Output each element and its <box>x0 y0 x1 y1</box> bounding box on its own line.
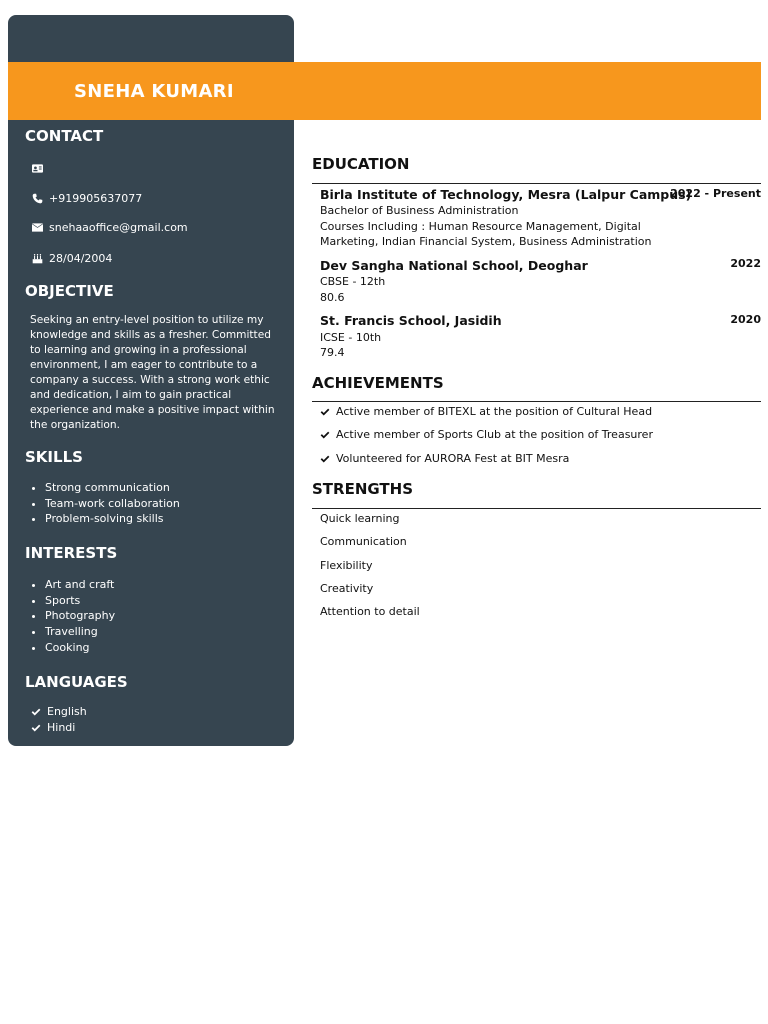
education-date: 2022 - Present <box>670 187 761 200</box>
achievement-text: Active member of BITEXL at the position of Cultural Head <box>336 405 653 418</box>
education-degree: Bachelor of Business Administration <box>320 204 519 217</box>
dob-text: 28/04/2004 <box>49 252 113 265</box>
achievement-item <box>320 428 653 441</box>
contact-card-row <box>31 162 49 174</box>
interest-item: • Photography <box>45 608 115 624</box>
education-institution: Dev Sangha National School, Deoghar <box>320 258 588 273</box>
check-icon <box>320 430 330 440</box>
check-icon <box>31 707 41 717</box>
skills-heading: SKILLS <box>25 448 83 466</box>
email-text[interactable]: snehaaoffice@gmail.com <box>49 221 188 234</box>
check-icon <box>320 407 330 417</box>
languages-heading: LANGUAGES <box>25 673 128 691</box>
achievement-text: Volunteered for AURORA Fest at BIT Mesra <box>336 452 570 465</box>
phone-icon <box>31 193 43 205</box>
section-divider <box>312 183 761 184</box>
language-item <box>31 721 75 734</box>
achievements-heading: ACHIEVEMENTS <box>312 374 444 392</box>
strengths-heading: STRENGTHS <box>312 480 414 498</box>
strength-item: Attention to detail <box>320 605 420 618</box>
strength-item: Quick learning <box>320 512 400 525</box>
language-label: English <box>47 705 87 718</box>
education-courses: Courses Including : Human Resource Management, Digital <box>320 220 641 233</box>
check-icon <box>31 723 41 733</box>
education-board: CBSE - 12th <box>320 275 386 288</box>
skills-list <box>30 480 180 527</box>
education-score: 80.6 <box>320 291 345 304</box>
address-card-icon <box>31 162 43 174</box>
interest-item: • Travelling <box>45 624 115 640</box>
education-heading: EDUCATION <box>312 155 410 173</box>
strength-item: Creativity <box>320 582 374 595</box>
achievement-item <box>320 452 569 465</box>
envelope-icon <box>31 222 43 234</box>
contact-dob-row <box>31 252 112 265</box>
interests-heading: INTERESTS <box>25 544 118 562</box>
education-date: 2020 <box>730 313 761 326</box>
skill-item: • Team-work collaboration <box>45 496 180 512</box>
name-banner <box>8 62 761 120</box>
objective-text: Seeking an entry-level position to utilize my knowledge and skills as a fresher. Committed to learning and growing in a professional environment, I am eager to contribute to a company a success. With a strong work ethic and dedication, I aim to gain practical experience and make a positive impact within the organization. <box>30 314 275 431</box>
strength-item: Flexibility <box>320 559 373 572</box>
education-courses: Marketing, Indian Financial System, Business Administration <box>320 235 652 248</box>
contact-heading: CONTACT <box>25 127 104 145</box>
check-icon <box>320 454 330 464</box>
section-divider <box>312 401 761 402</box>
education-institution: St. Francis School, Jasidih <box>320 313 502 328</box>
strength-item: Communication <box>320 535 407 548</box>
interests-list <box>30 577 115 656</box>
education-board: ICSE - 10th <box>320 331 382 344</box>
section-divider <box>312 508 761 509</box>
skill-item: • Strong communication <box>45 480 180 496</box>
education-score: 79.4 <box>320 346 345 359</box>
skill-item: • Problem-solving skills <box>45 511 180 527</box>
phone-text[interactable]: +919905637077 <box>49 192 143 205</box>
contact-email-row <box>31 221 188 234</box>
interest-item: • Cooking <box>45 640 115 656</box>
contact-phone-row <box>31 192 142 205</box>
birthday-cake-icon <box>31 253 43 265</box>
achievement-text: Active member of Sports Club at the position of Treasurer <box>336 428 653 441</box>
achievement-item <box>320 405 652 418</box>
language-item <box>31 705 87 718</box>
education-institution: Birla Institute of Technology, Mesra (Lalpur Campus) <box>320 187 692 202</box>
interest-item: • Sports <box>45 593 115 609</box>
language-label: Hindi <box>47 721 76 734</box>
education-date: 2022 <box>730 257 761 270</box>
candidate-name: SNEHA KUMARI <box>74 80 234 102</box>
objective-heading: OBJECTIVE <box>25 282 114 300</box>
interest-item: • Art and craft <box>45 577 115 593</box>
